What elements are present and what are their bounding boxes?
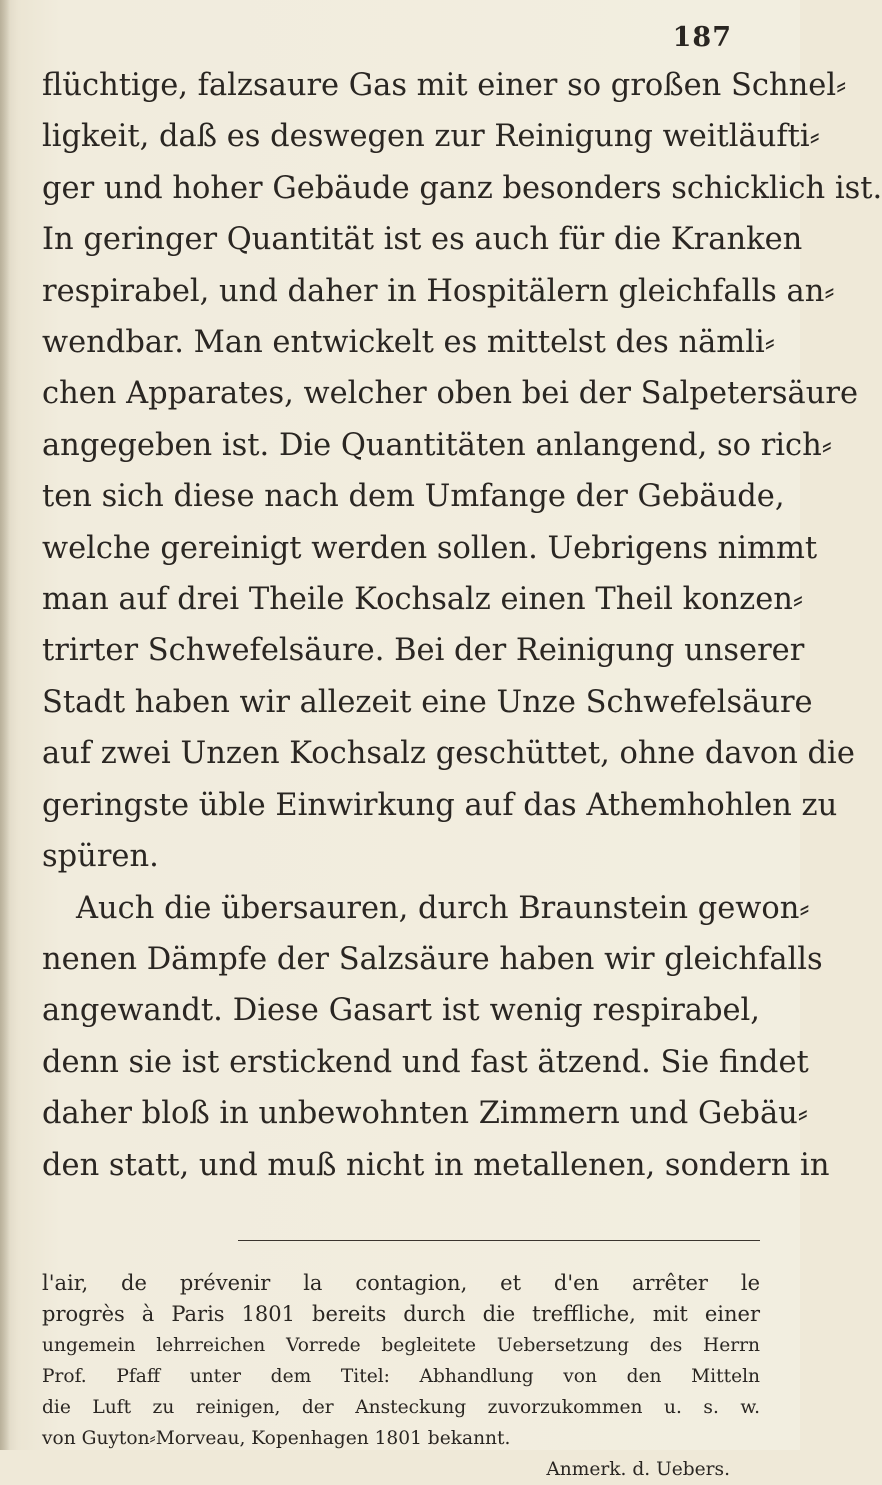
text-line: denn sie ist erstickend und fast ätzend. Sie findet — [42, 1044, 809, 1080]
text-line: ligkeit, daß es deswegen zur Reinigung weitläufti⸗ — [42, 119, 820, 155]
text-line: geringste üble Einwirkung auf das Athemhohlen zu — [42, 787, 838, 823]
text-line: man auf drei Theile Kochsalz einen Theil konzen⸗ — [42, 582, 804, 618]
page-number: 187 — [672, 22, 732, 53]
text-line: auf zwei Unzen Kochsalz geschüttet, ohne davon die — [42, 736, 855, 772]
text-line: den statt, und muß nicht in metallenen, sondern in — [42, 1147, 830, 1183]
footnote-line: l'air, de prévenir la contagion, et d'en arrêter le — [42, 1271, 760, 1295]
text-line: welche gereinigt werden sollen. Uebrigens nimmt — [42, 530, 818, 566]
text-line: ger und hoher Gebäude ganz besonders schicklich ist. — [42, 170, 882, 206]
footnote-line: Prof. Pfaff unter dem Titel: Abhandlung von den Mitteln — [42, 1366, 760, 1387]
footnote-line: progrès à Paris 1801 bereits durch die treffliche, mit einer — [42, 1302, 760, 1326]
text-line: Stadt haben wir allezeit eine Unze Schwefelsäure — [42, 684, 813, 720]
text-line: chen Apparates, welcher oben bei der Salpetersäure — [42, 376, 858, 412]
text-line: ten sich diese nach dem Umfange der Gebäude, — [42, 479, 785, 515]
footnote-line: von Guyton⸗Morveau, Kopenhagen 1801 bekannt. — [42, 1428, 511, 1449]
text-line: daher bloß in unbewohnten Zimmern und Gebäu⸗ — [42, 1096, 808, 1132]
footnote-line: ungemein lehrreichen Vorrede begleitete Uebersetzung des Herrn — [42, 1335, 760, 1356]
text-line: trirter Schwefelsäure. Bei der Reinigung unserer — [42, 633, 805, 669]
text-line: wendbar. Man entwickelt es mittelst des nämli⸗ — [42, 325, 775, 361]
text-line: Auch die übersauren, durch Braunstein gewon⸗ — [76, 890, 810, 926]
footnote-divider — [238, 1240, 760, 1241]
text-line: spüren. — [42, 839, 159, 875]
text-line: respirabel, und daher in Hospitälern gleichfalls an⸗ — [42, 273, 835, 309]
text-line: angegeben ist. Die Quantitäten anlangend, so rich⸗ — [42, 427, 832, 463]
page-gutter-shadow — [0, 0, 10, 1450]
text-line: In geringer Quantität ist es auch für die Kranken — [42, 222, 803, 258]
footnote-line: die Luft zu reinigen, der Ansteckung zuvorzukommen u. s. w. — [42, 1397, 760, 1418]
main-text — [42, 60, 882, 1191]
footnote — [42, 1268, 760, 1485]
footnote-signature: Anmerk. d. Uebers. — [546, 1459, 730, 1480]
text-line: angewandt. Diese Gasart ist wenig respirabel, — [42, 993, 760, 1029]
text-line: nenen Dämpfe der Salzsäure haben wir gleichfalls — [42, 941, 823, 977]
text-line: flüchtige, falzsaure Gas mit einer so großen Schnel⸗ — [42, 68, 847, 103]
